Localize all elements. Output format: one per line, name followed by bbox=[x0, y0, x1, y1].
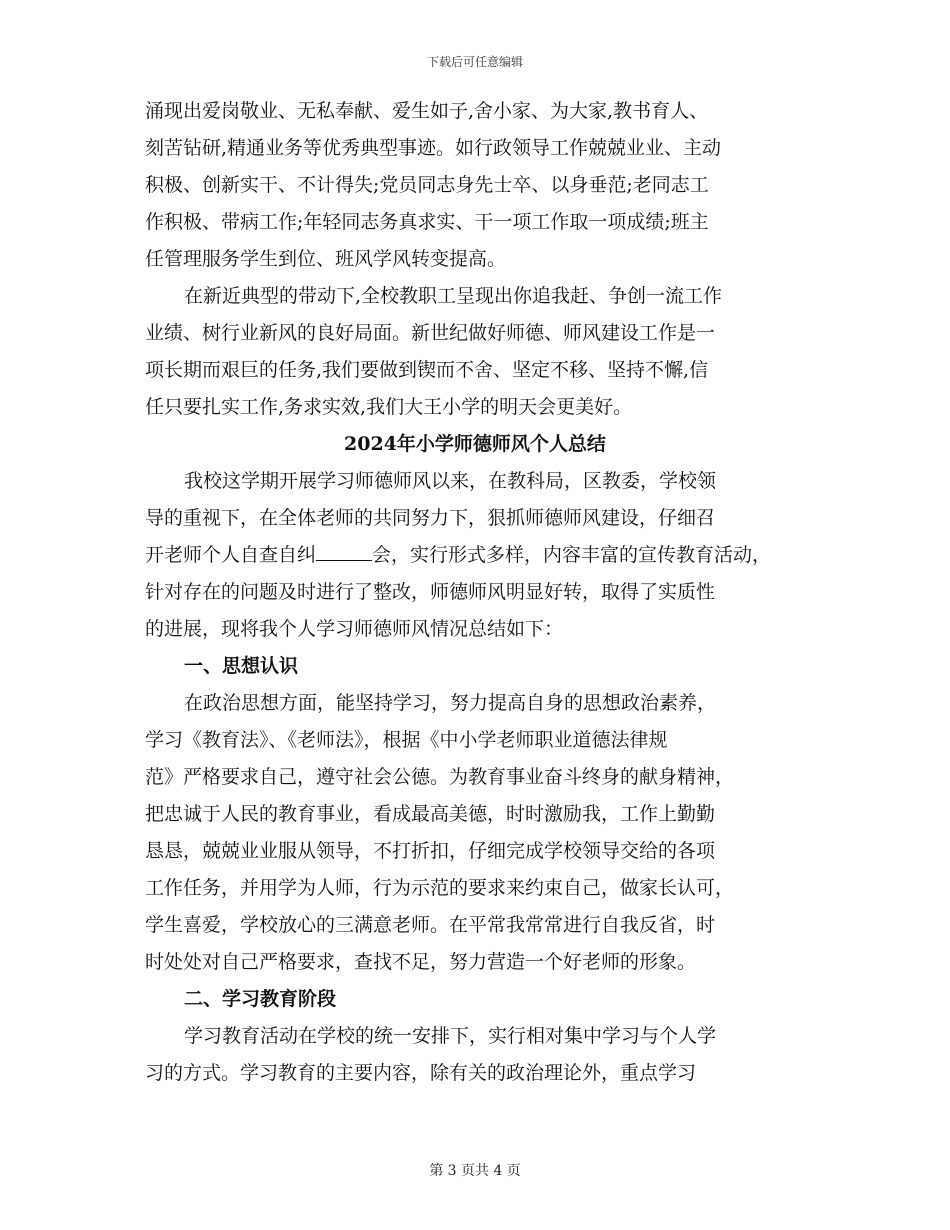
page-footer: 第 3 页共 4 页 bbox=[429, 1163, 521, 1179]
section-heading: 二、学习教育阶段 bbox=[184, 988, 337, 1010]
paragraph-line: 任管理服务学生到位、班风学风转变提高。 bbox=[145, 248, 507, 270]
fill-in-blank bbox=[316, 540, 372, 561]
paragraph-line: 的进展，现将我个人学习师德师风情况总结如下： bbox=[145, 618, 564, 640]
page-header: 下载后可任意编辑 bbox=[426, 55, 523, 69]
text-segment: 开老师个人自查自纠 bbox=[145, 544, 317, 566]
paragraph-line: 工作任务，并用学为人师，行为示范的要求来约束自己，做家长认可， bbox=[145, 877, 735, 899]
paragraph-line: 范》严格要求自己，遵守社会公德。为教育事业奋斗终身的献身精神， bbox=[145, 766, 735, 788]
paragraph-line bbox=[145, 540, 805, 570]
paragraph-line: 任只要扎实工作,务求实效,我们大王小学的明天会更美好。 bbox=[145, 396, 633, 418]
text-segment: 会，实行形式多样，内容丰富的宣传教育活动， bbox=[372, 544, 772, 566]
paragraph-line: 作积极、带病工作;年轻同志务真求实、干一项工作取一项成绩;班主 bbox=[145, 211, 709, 233]
paragraph-line: 时处处对自己严格要求，查找不足，努力营造一个好老师的形象。 bbox=[145, 951, 697, 973]
paragraph-line: 在新近典型的带动下,全校教职工呈现出你追我赶、争创一流工作 bbox=[184, 285, 723, 307]
paragraph-line: 项长期而艰巨的任务,我们要做到锲而不舍、坚定不移、坚持不懈,信 bbox=[145, 359, 709, 381]
paragraph-line: 在政治思想方面，能坚持学习，努力提高自身的思想政治素养， bbox=[184, 692, 717, 714]
section-heading: 一、思想认识 bbox=[184, 655, 299, 677]
document-title: 2024年小学师德师风个人总结 bbox=[344, 433, 606, 455]
paragraph-line: 积极、创新实干、不计得失;党员同志身先士卒、以身垂范;老同志工 bbox=[145, 174, 709, 196]
paragraph-line: 针对存在的问题及时进行了整改，师德师风明显好转，取得了实质性 bbox=[145, 581, 716, 603]
paragraph-line: 学习《教育法》、《老师法》，根据《中小学老师职业道德法律规 bbox=[145, 729, 668, 751]
paragraph-line: 学习教育活动在学校的统一安排下，实行相对集中学习与个人学 bbox=[184, 1025, 717, 1047]
paragraph-line: 恳恳，兢兢业业服从领导，不打折扣，仔细完成学校领导交给的各项 bbox=[145, 840, 716, 862]
paragraph-line: 刻苦钻研,精通业务等优秀典型事迹。如行政领导工作兢兢业业、主动 bbox=[145, 137, 722, 159]
paragraph-line: 导的重视下，在全体老师的共同努力下，狠抓师德师风建设，仔细召 bbox=[145, 507, 716, 529]
paragraph-line: 习的方式。学习教育的主要内容，除有关的政治理论外，重点学习 bbox=[145, 1062, 697, 1084]
paragraph-line: 业绩、树行业新风的良好局面。新世纪做好师德、师风建设工作是一 bbox=[145, 322, 716, 344]
paragraph-line: 我校这学期开展学习师德师风以来，在教科局，区教委，学校领 bbox=[184, 470, 717, 492]
paragraph-line: 涌现出爱岗敬业、无私奉献、爱生如子,舍小家、为大家,教书育人、 bbox=[145, 100, 709, 122]
document-body bbox=[145, 96, 805, 1095]
paragraph-line: 学生喜爱，学校放心的三满意老师。在平常我常常进行自我反省，时 bbox=[145, 914, 716, 936]
paragraph-line: 把忠诚于人民的教育事业，看成最高美德，时时激励我，工作上勤勤 bbox=[145, 803, 716, 825]
